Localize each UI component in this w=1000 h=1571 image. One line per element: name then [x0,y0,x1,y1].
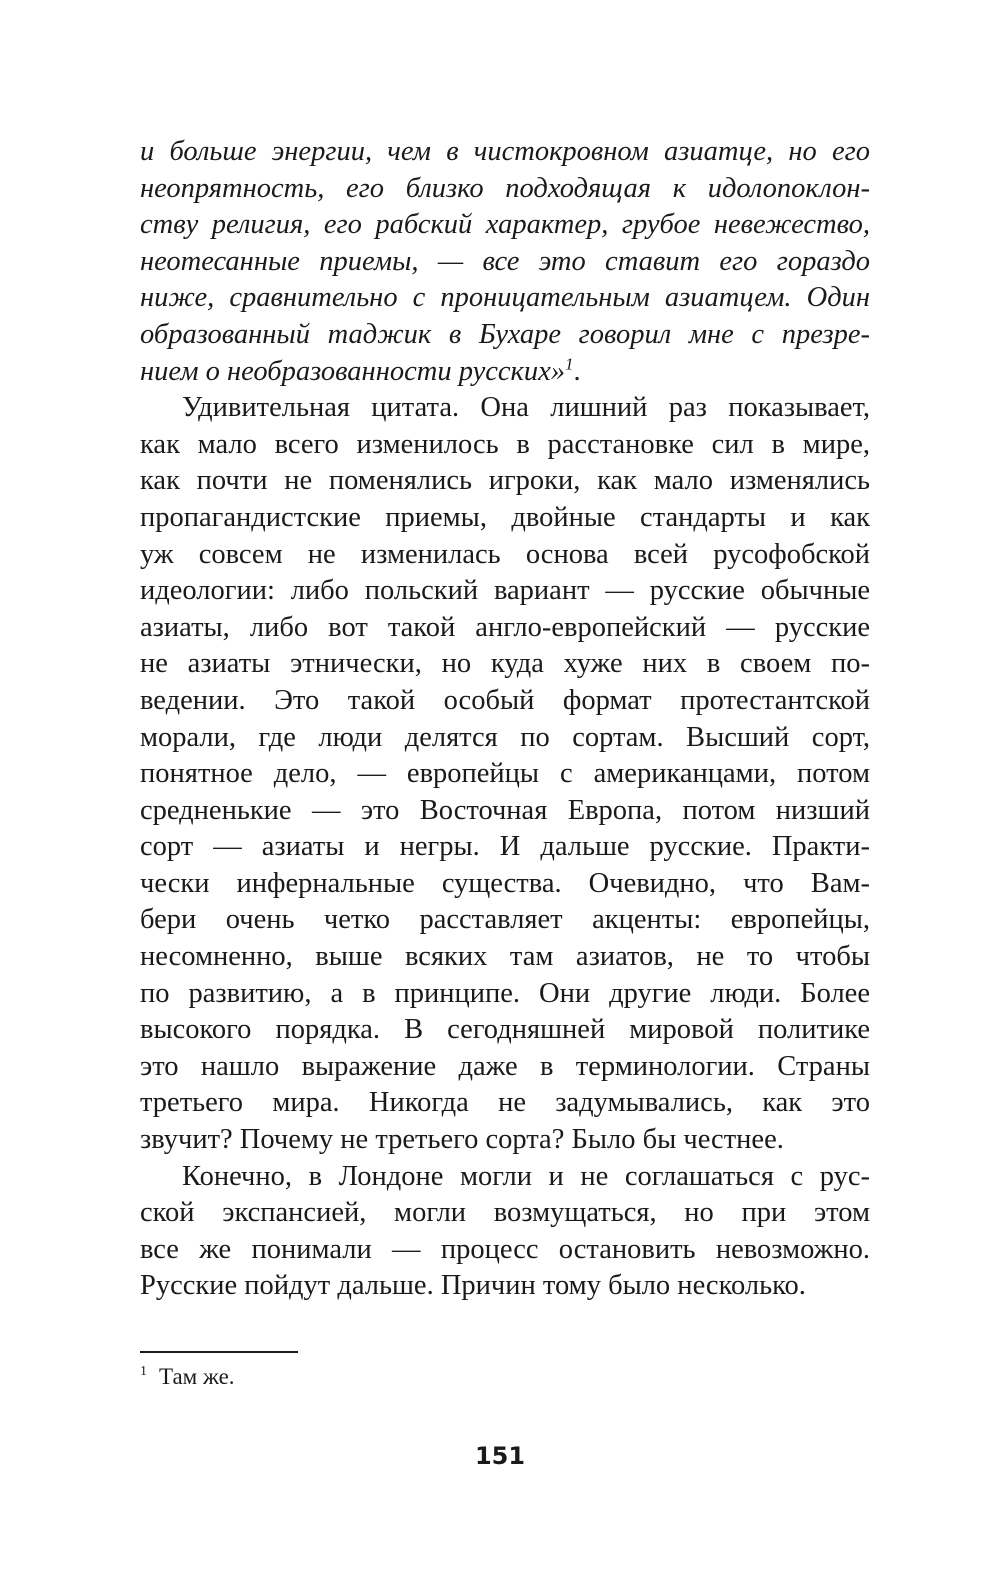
text-line: как почти не поменялись игроки, как мало изменялись [140,465,870,497]
text-line: неопрятность, его близко подходящая к идолопоклон- [140,172,870,204]
text-line: все же понимали — процесс остановить невозможно. [140,1233,870,1265]
text-line [140,354,870,391]
text-line: чески инфернальные существа. Очевидно, что Вам- [140,867,870,899]
text-line: несомненно, выше всяких там азиатов, не то чтобы [140,941,870,973]
text-line: звучит? Почему не третьего сорта? Было бы честнее. [140,1124,784,1156]
text-line: как мало всего изменилось в расстановке сил в мире, [140,428,870,460]
text-line: третьего мира. Никогда не задумывались, как это [140,1087,870,1119]
text-line: идеологии: либо польский вариант — русские обычные [140,575,870,607]
footnote-separator [140,1351,298,1353]
footnote-number: 1 [140,1364,147,1380]
quotation [140,134,870,390]
paragraph-1 [140,390,870,1158]
text-line: понятное дело, — европейцы с американцами, потом [140,758,870,790]
text-line: и больше энергии, чем в чистокровном азиатце, но его [140,136,870,167]
main-text [140,134,870,1305]
text-line: это нашло выражение даже в терминологии. Страны [140,1050,870,1082]
text-line: средненькие — это Восточная Европа, потом низший [140,794,870,826]
quote-last-line: нием о необразованности русских» [140,355,565,387]
text-line: пропагандистские приемы, двойные стандарты и как [140,501,870,533]
footnote-reference: 1 [565,354,574,374]
quote-end-period: . [573,355,581,387]
text-line: неотесанные приемы, — все это ставит его гораздо [140,245,870,277]
text-line: Конечно, в Лондоне могли и не соглашаться с рус- [182,1160,870,1192]
text-line: не азиаты этнически, но куда хуже них в своем по- [140,648,870,680]
text-line: ской экспансией, могли возмущаться, но при этом [140,1197,870,1229]
text-line: бери очень четко расставляет акценты: европейцы, [140,904,870,936]
footnote-text: Там же. [159,1364,235,1389]
text-line: уж совсем не изменилась основа всей русофобской [140,538,870,570]
text-line: высокого порядка. В сегодняшней мировой политике [140,1014,870,1046]
text-line: сорт — азиаты и негры. И дальше русские. Практи- [140,831,870,863]
text-line: Удивительная цитата. Она лишний раз показывает, [182,392,870,424]
text-line: Русские пойдут дальше. Причин тому было несколько. [140,1270,806,1302]
text-line: морали, где люди делятся по сортам. Высший сорт, [140,721,870,753]
text-line: образованный таджик в Бухаре говорил мне с презре- [140,318,870,350]
text-line: по развитию, а в принципе. Они другие люди. Более [140,977,870,1009]
footnote [140,1362,235,1392]
text-line: ству религия, его рабский характер, грубое невежество, [140,209,870,241]
page-number: 151 [474,1442,526,1470]
text-line: ниже, сравнительно с проницательным азиатцем. Один [140,282,870,314]
paragraph-2 [140,1159,870,1305]
text-line: азиаты, либо вот такой англо-европейский — русские [140,611,870,643]
text-line: ведении. Это такой особый формат протестантской [140,684,870,716]
